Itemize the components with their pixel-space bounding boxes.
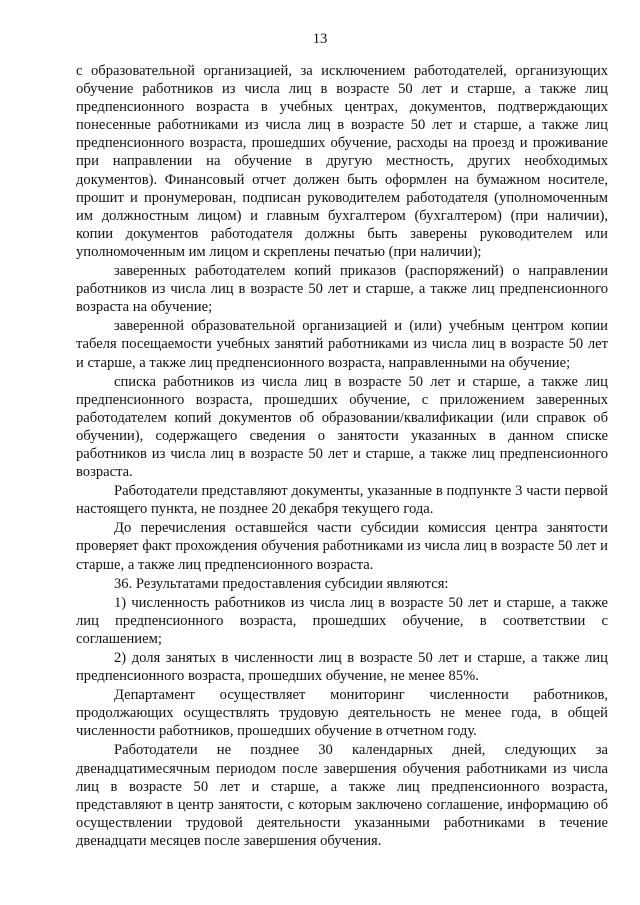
paragraph: с образовательной организацией, за исключением работодателей, организующих обучение работников из числа лиц в возрасте 50 лет и старше, а также лиц предпенсионного возраста в учебных центрах, документов, подтверждающих понесенные работниками из числа лиц в возрасте 50 лет и старше, а также лиц предпенсионного возраста, прошедших обучение, расходы на проезд и проживание при направлении на обучение в другую местность, других необходимых документов). Финансовый отчет должен быть оформлен на бумажном носителе, прошит и пронумерован, подписан руководителем работодателя (уполномоченным им должностным лицом) и главным бухгалтером (бухгалтером) (при наличии), копии документов работодателя должны быть заверены руководителем или уполномоченным им лицом и скреплены печатью (при наличии); [76,63,608,260]
paragraph: 1) численность работников из числа лиц в возрасте 50 лет и старше, а также лиц предпенсионного возраста, прошедших обучение, в соответствии с соглашением; [76,594,608,647]
page-number: 13 [312,31,328,47]
paragraph: Работодатели не позднее 30 календарных дней, следующих за двенадцатимесячным периодом после завершения обучения работниками из числа лиц в возрасте 50 лет и старше, а также лиц предпенсионного возраста, представляют в центр занятости, с которым заключено соглашение, информацию об осуществлении трудовой деятельности указанными работниками в течение двенадцати месяцев после завершения обучения. [76,742,608,849]
paragraph: заверенной образовательной организацией и (или) учебным центром копии табеля посещаемости учебных занятий работниками из числа лиц в возрасте 50 лет и старше, а также лиц предпенсионного возраста, направленными на обучение; [76,318,608,371]
paragraph: Департамент осуществляет мониторинг численности работников, продолжающих осуществлять трудовую деятельность не менее года, в общей численности работников, прошедших обучение в отчетном году. [76,687,608,740]
paragraph: списка работников из числа лиц в возрасте 50 лет и старше, а также лиц предпенсионного возраста, прошедших обучение, с приложением заверенных работодателем копий документов об образовании/квалификации (или справок об обучении), содержащего сведения о занятости указанных в данном списке работников из числа лиц в возрасте 50 лет и старше, а также лиц предпенсионного возраста. [76,373,608,481]
paragraph: Работодатели представляют документы, указанные в подпункте 3 части первой настоящего пункта, не позднее 20 декабря текущего года. [76,483,608,518]
paragraph: 2) доля занятых в численности лиц в возрасте 50 лет и старше, а также лиц предпенсионного возраста, прошедших обучение, не менее 85%. [76,650,608,685]
paragraph: 36. Результатами предоставления субсидии являются: [114,575,449,592]
paragraph: заверенных работодателем копий приказов (распоряжений) о направлении работников из числа лиц в возрасте 50 лет и старше, а также лиц предпенсионного возраста на обучение; [76,263,608,316]
document-body [76,62,608,851]
paragraph: До перечисления оставшейся части субсидии комиссия центра занятости проверяет факт прохождения обучения работниками из числа лиц в возрасте 50 лет и старше, а также лиц предпенсионного возраста. [76,520,608,573]
